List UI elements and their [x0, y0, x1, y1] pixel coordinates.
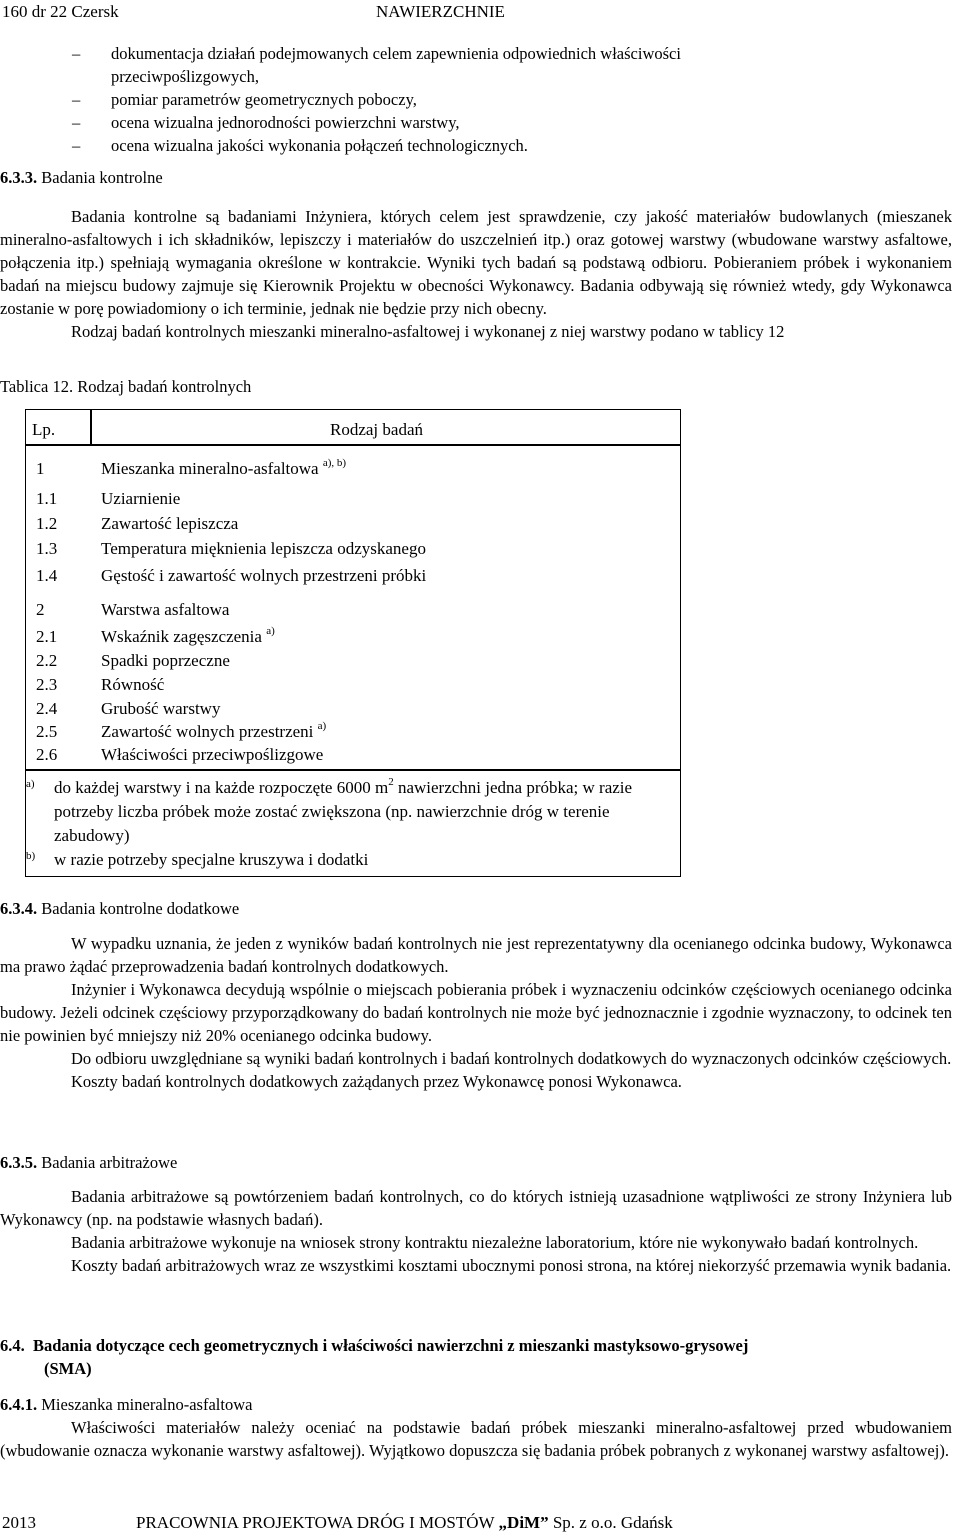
table-cell-lp: 1.4: [36, 566, 58, 585]
footnote: a) do każdej warstwy i na każde rozpoczęte 6000 $m^2$ nawierzchni jedna próbka; w razie potrzeby liczba próbek może zostać zwiększona (np. nawierzchnie dróg w terenie zabudowy): [26, 776, 633, 845]
paragraph: Rodzaj badań kontrolnych mieszanki mineralno-asfaltowej i wykonanej z niej warstwy podano w tablicy 12: [71, 322, 785, 341]
paragraph: Badania kontrolne są badaniami Inżyniera, których celem jest sprawdzenie, czy jakość materiałów budowlanych (mieszanek mineralno-asfaltowych i ich składników, lepiszczy i materiałów do uszczelnień itp.) oraz gotowej warstwy (wbudowane warstwy asfaltowe, połączenia itp.) spełniają wymagania określone w kontrakcie. Wyniki tych badań są podstawą odbioru. Pobieraniem próbek i wykonaniem badań na miejscu budowy zajmuje się Kierownik Projektu w obecności Wykonawcy. Badania odbywają się również wtedy, gdy Wykonawca zostanie w porę powiadomiony o ich terminie, jednak nie będzie przy nich obecny.: [0, 207, 952, 318]
table-header-divider: [90, 409, 92, 445]
section-6-3-4-body: [0, 932, 952, 1093]
table-header-rule: [25, 444, 681, 446]
list-item: przeciwpoślizgowych,: [111, 67, 259, 86]
section-6-4-1-body: [0, 1416, 952, 1462]
table-header-lp: Lp.: [32, 420, 56, 439]
table-footnotes: [26, 776, 676, 872]
table-cell-name: Właściwości przeciwpoślizgowe: [101, 745, 324, 764]
page-header-left: 160 dr 22 Czersk: [2, 2, 119, 21]
footer-year: 2013: [2, 1513, 36, 1532]
table-cell-lp: 2.2: [36, 651, 58, 670]
paragraph: Do odbioru uwzględniane są wyniki badań kontrolnych i badań kontrolnych dodatkowych do wyznaczonych odcinków częściowych.: [71, 1049, 952, 1068]
table-cell-lp: 2.5: [36, 722, 58, 741]
table-cell-lp: 1: [36, 459, 45, 478]
table-cell-name: Mieszanka mineralno-asfaltowa $^{a), b)}$: [101, 457, 347, 478]
section-6-3-3-body: [0, 205, 952, 343]
section-heading-6-4-1: 6.4.1. Mieszanka mineralno-asfaltowa: [0, 1395, 253, 1414]
bullet-list: [0, 42, 960, 157]
table-cell-name: Uziarnienie: [101, 489, 181, 508]
table-cell-lp: 1.3: [36, 539, 58, 558]
paragraph: Koszty badań arbitrażowych wraz ze wszystkimi kosztami ubocznymi ponosi strona, na której niekorzyść przemawia wynik badania.: [71, 1256, 952, 1275]
paragraph: Właściwości materiałów należy oceniać na podstawie badań próbek mieszanki mineralno-asfaltowej przed wbudowaniem (wbudowanie oznacza wykonanie warstwy asfaltowej). Wyjątkowo dopuszcza się badania próbek pobranych z wykonanej warstwy asfaltowej).: [0, 1418, 952, 1460]
list-item: – ocena wizualna jakości wykonania połączeń technologicznych.: [72, 136, 528, 155]
section-heading-6-3-3: 6.3.3. Badania kontrolne: [0, 168, 163, 187]
section-6-3-5-body: [0, 1185, 952, 1277]
section-heading-6-3-4: 6.3.4. Badania kontrolne dodatkowe: [0, 899, 240, 918]
paragraph: W wypadku uznania, że jeden z wyników badań kontrolnych nie jest reprezentatywny dla ocenianego odcinka budowy, Wykonawca ma prawo żądać przeprowadzenia badań kontrolnych dodatkowych.: [0, 934, 952, 976]
paragraph: Koszty badań kontrolnych dodatkowych zażądanych przez Wykonawcę ponosi Wykonawca.: [71, 1072, 682, 1091]
footnote: b) w razie potrzeby specjalne kruszywa i dodatki: [26, 850, 369, 869]
section-heading-6-4: 6.4. Badania dotyczące cech geometrycznych i właściwości nawierzchni z mieszanki mastyksowo-grysowej: [0, 1336, 749, 1355]
list-item: – pomiar parametrów geometrycznych poboczy,: [72, 90, 417, 109]
table-cell-lp: 1.1: [36, 489, 58, 508]
table-cell-name: Temperatura mięknienia lepiszcza odzyskanego: [101, 539, 426, 558]
table-footnote-rule: [25, 769, 681, 771]
paragraph: Inżynier i Wykonawca decydują wspólnie o miejscach pobierania próbek i wyznaczeniu odcinków częściowych ocenianego odcinka budowy. Jeżeli odcinek częściowy przyporządkowany do badań kontrolnych nie może być jednoznacznie i zgodnie wyznaczony, to odcinek ten nie powinien być mniejszy niż 20% ocenianego odcinka budowy.: [0, 980, 952, 1045]
table-cell-lp: 2.1: [36, 627, 58, 646]
table-cell-name: Gęstość i zawartość wolnych przestrzeni próbki: [101, 566, 427, 585]
table-cell-name: Zawartość wolnych przestrzeni $^{a)}$: [101, 720, 327, 741]
paragraph: Badania arbitrażowe są powtórzeniem badań kontrolnych, co do których istnieją uzasadnione wątpliwości ze strony Inżyniera lub Wykonawcy (np. na podstawie własnych badań).: [0, 1187, 952, 1229]
table-cell-lp: 2.6: [36, 745, 58, 764]
footer-company: PRACOWNIA PROJEKTOWA DRÓG I MOSTÓW „DiM” Sp. z o.o. Gdańsk: [136, 1513, 673, 1532]
table-cell-lp: 2: [36, 600, 45, 619]
table-cell-name: Wskaźnik zagęszczenia $^{a)}$: [101, 625, 275, 646]
table-cell-lp: 2.4: [36, 699, 58, 718]
paragraph: Badania arbitrażowe wykonuje na wniosek strony kontraktu niezależne laboratorium, które nie wykonywało badań kontrolnych.: [71, 1233, 919, 1252]
table-cell-lp: 2.3: [36, 675, 58, 694]
table-cell-name: Równość: [101, 675, 165, 694]
page-header-title: NAWIERZCHNIE: [376, 2, 505, 21]
list-item: – ocena wizualna jednorodności powierzchni warstwy,: [72, 113, 460, 132]
table-header-type: Rodzaj badań: [330, 420, 423, 439]
table-cell-name: Grubość warstwy: [101, 699, 221, 718]
section-heading-6-3-5: 6.3.5. Badania arbitrażowe: [0, 1153, 178, 1172]
table-cell-name: Zawartość lepiszcza: [101, 514, 239, 533]
table-cell-name: Spadki poprzeczne: [101, 651, 230, 670]
table-caption: Tablica 12. Rodzaj badań kontrolnych: [0, 377, 252, 396]
list-item: – dokumentacja działań podejmowanych celem zapewnienia odpowiednich właściwości: [72, 44, 681, 63]
section-heading-6-4-continued: (SMA): [44, 1359, 92, 1378]
table-cell-name: Warstwa asfaltowa: [101, 600, 230, 619]
table-cell-lp: 1.2: [36, 514, 58, 533]
